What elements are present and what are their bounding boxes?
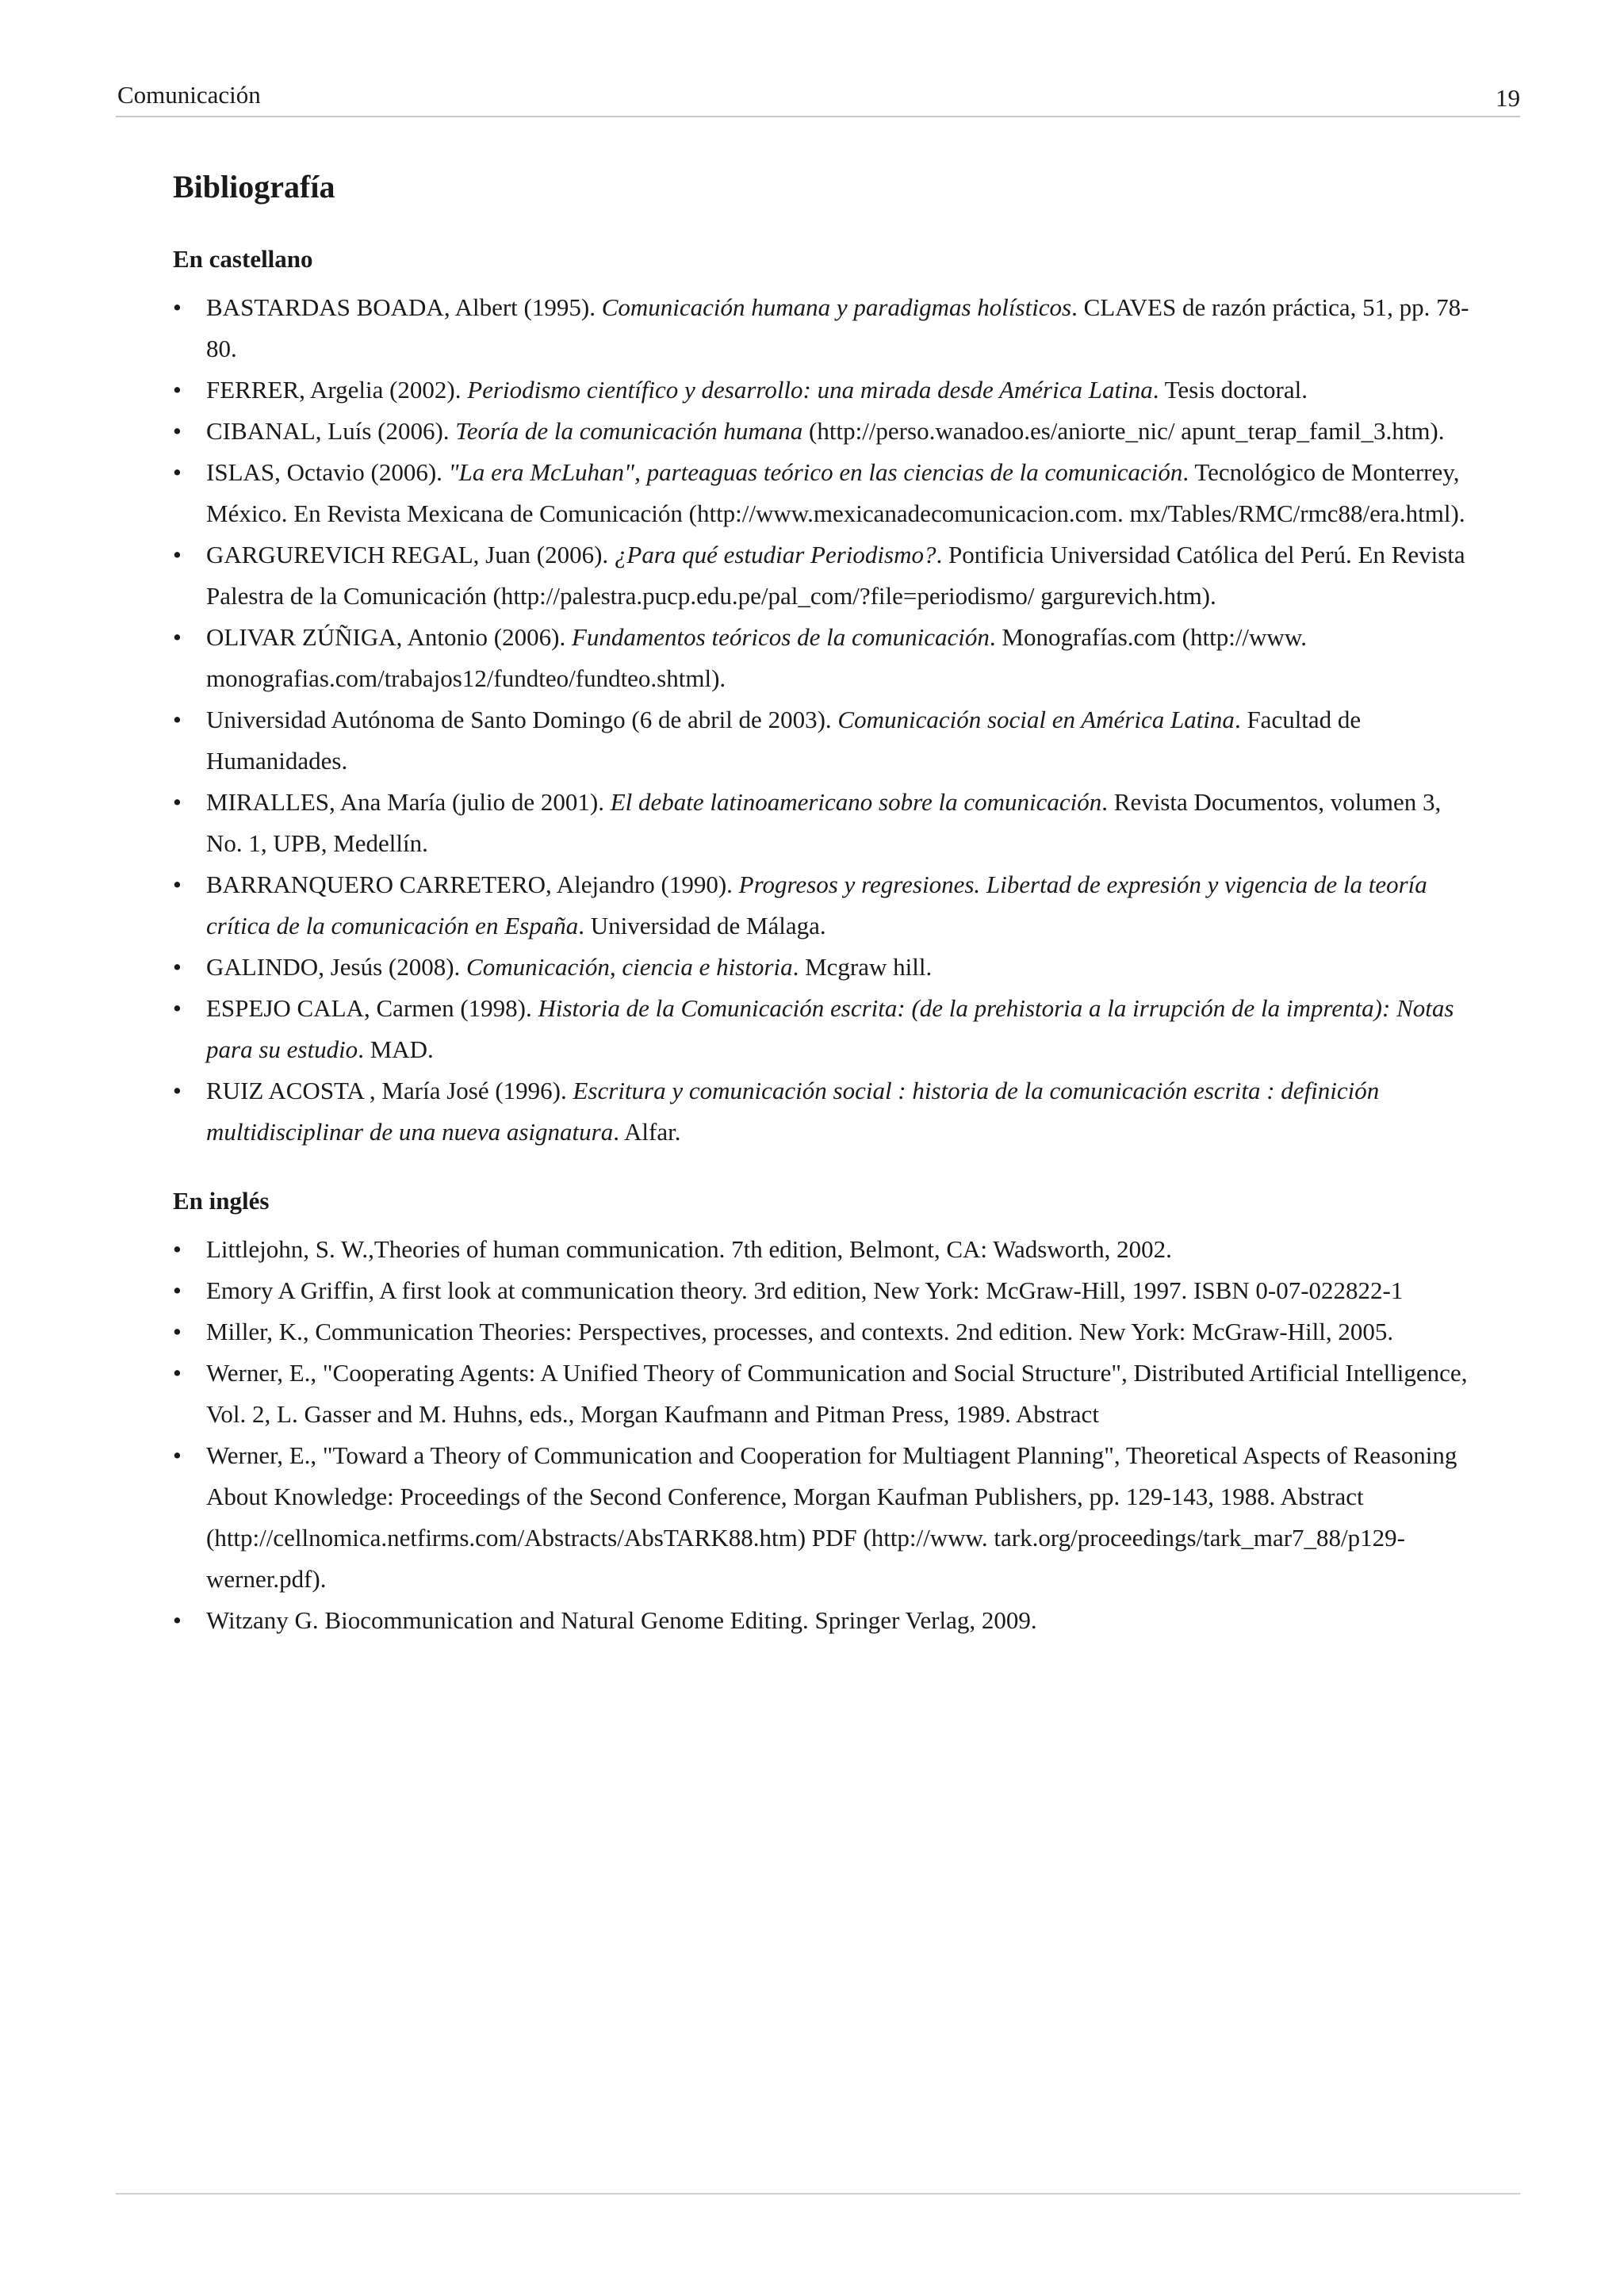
reference-text: . Universidad de Málaga. [578, 912, 826, 939]
reference-item [173, 452, 1473, 534]
reference-text: . Tesis doctoral. [1152, 376, 1308, 404]
reference-work-title: Periodismo científico y desarrollo: una mirada desde América Latina [467, 376, 1153, 404]
reference-text: . MAD. [358, 1035, 434, 1063]
reference-item [173, 782, 1473, 864]
reference-text: . Alfar. [613, 1118, 681, 1146]
reference-text: GARGUREVICH REGAL, Juan (2006). [206, 541, 615, 568]
reference-text: BASTARDAS BOADA, Albert (1995). [206, 293, 602, 321]
reference-text: Werner, E., "Cooperating Agents: A Unified Theory of Communication and Social Structure", Distributed Artificial Intelligence, Vol. 2, L. Gasser and M. Huhns, eds., Morgan Kaufmann and Pitman Press, 1989. Abstract [206, 1359, 1468, 1428]
reference-item [173, 287, 1473, 369]
reference-list-spanish [173, 287, 1473, 1153]
reference-text: GALINDO, Jesús (2008). [206, 953, 467, 981]
reference-text: . CLAVES de razón práctica, 51, pp. 78-80. [206, 293, 1469, 362]
reference-work-title: Fundamentos teóricos de la comunicación [571, 623, 990, 651]
reference-item [173, 1270, 1473, 1311]
reference-item [173, 617, 1473, 699]
reference-list-english [173, 1229, 1473, 1641]
reference-text: RUIZ ACOSTA , María José (1996). [206, 1077, 573, 1104]
section-title: Bibliografía [173, 169, 335, 205]
reference-text: Werner, E., "Toward a Theory of Communication and Cooperation for Multiagent Planning", Theoretical Aspects of Reasoning About Knowledge: Proceedings of the Second Conference, Morgan Kaufman Publishers, pp. 129-143, 1988. Abstract (http://cellnomica.netfirms.com/Abstracts/AbsTARK88.htm) PDF (http://www. tark.org/proceedings/tark_mar7_88/p129-werner.pdf). [206, 1441, 1457, 1593]
reference-item [173, 1435, 1473, 1600]
reference-work-title: ¿Para qué estudiar Periodismo? [614, 541, 936, 568]
running-header [116, 76, 1520, 117]
reference-text: (http://perso.wanadoo.es/aniorte_nic/ apunt_terap_famil_3.htm). [802, 417, 1445, 445]
reference-item [173, 864, 1473, 947]
reference-item [173, 534, 1473, 617]
reference-text: . Pontificia Universidad Católica del Perú. En Revista Palestra de la Comunicación (http://palestra.pucp.edu.pe/pal_com/?file=periodismo/ gargurevich.htm). [206, 541, 1465, 610]
reference-text: Witzany G. Biocommunication and Natural Genome Editing. Springer Verlag, 2009. [206, 1606, 1037, 1634]
reference-item [173, 1070, 1473, 1153]
reference-item [173, 699, 1473, 782]
reference-work-title: Comunicación, ciencia e historia [466, 953, 793, 981]
reference-text: CIBANAL, Luís (2006). [206, 417, 456, 445]
subsection-title-spanish: En castellano [173, 245, 313, 273]
reference-text: Littlejohn, S. W.,Theories of human communication. 7th edition, Belmont, CA: Wadsworth, 2002. [206, 1235, 1172, 1263]
reference-text: . Revista Documentos, volumen 3, No. 1, UPB, Medellín. [206, 788, 1442, 857]
reference-item [173, 1600, 1473, 1641]
reference-text: FERRER, Argelia (2002). [206, 376, 468, 404]
reference-work-title: Escritura y comunicación social : historia de la comunicación escrita : definición multidisciplinar de una nueva asignatura [206, 1077, 1380, 1146]
bibliography-section [173, 163, 1473, 1641]
reference-work-title: El debate latinoamericano sobre la comunicación [610, 788, 1102, 816]
reference-text: . Mcgraw hill. [792, 953, 933, 981]
reference-work-title: Comunicación humana y paradigmas holísticos [601, 293, 1072, 321]
reference-text: Emory A Griffin, A first look at communication theory. 3rd edition, New York: McGraw-Hill, 1997. ISBN 0-07-022822-1 [206, 1276, 1404, 1304]
chapter-title: Comunicación [117, 81, 261, 109]
reference-text: OLIVAR ZÚÑIGA, Antonio (2006). [206, 623, 572, 651]
reference-work-title: Historia de la Comunicación escrita: (de la prehistoria a la irrupción de la imprenta): Notas para su estudio [206, 994, 1454, 1063]
reference-text: Miller, K., Communication Theories: Perspectives, processes, and contexts. 2nd edition. New York: McGraw-Hill, 2005. [206, 1318, 1394, 1345]
reference-text: . Facultad de Humanidades. [206, 706, 1362, 775]
reference-item [173, 369, 1473, 411]
reference-item [173, 411, 1473, 452]
reference-text: MIRALLES, Ana María (julio de 2001). [206, 788, 611, 816]
page-number: 19 [1496, 84, 1520, 112]
reference-item [173, 1311, 1473, 1353]
reference-text: BARRANQUERO CARRETERO, Alejandro (1990). [206, 871, 739, 898]
reference-text: . Monografías.com (http://www. monografias.com/trabajos12/fundteo/fundteo.shtml). [206, 623, 1307, 692]
reference-text: . Tecnológico de Monterrey, México. En Revista Mexicana de Comunicación (http://www.mexicanadecomunicacion.com. mx/Tables/RMC/rmc88/era.html). [206, 458, 1465, 527]
reference-work-title: Progresos y regresiones. Libertad de expresión y vigencia de la teoría crítica de la comunicación en España [206, 871, 1427, 939]
reference-work-title: Comunicación social en América Latina [837, 706, 1235, 733]
reference-item [173, 947, 1473, 988]
footer-rule [116, 2193, 1520, 2195]
reference-text: Universidad Autónoma de Santo Domingo (6 de abril de 2003). [206, 706, 838, 733]
reference-work-title: Teoría de la comunicación humana [455, 417, 803, 445]
reference-text: ESPEJO CALA, Carmen (1998). [206, 994, 538, 1022]
reference-item [173, 1353, 1473, 1435]
reference-text: ISLAS, Octavio (2006). [206, 458, 449, 486]
reference-item [173, 1229, 1473, 1270]
reference-work-title: "La era McLuhan", parteaguas teórico en las ciencias de la comunicación [448, 458, 1183, 486]
reference-item [173, 988, 1473, 1070]
subsection-title-english: En inglés [173, 1187, 270, 1215]
